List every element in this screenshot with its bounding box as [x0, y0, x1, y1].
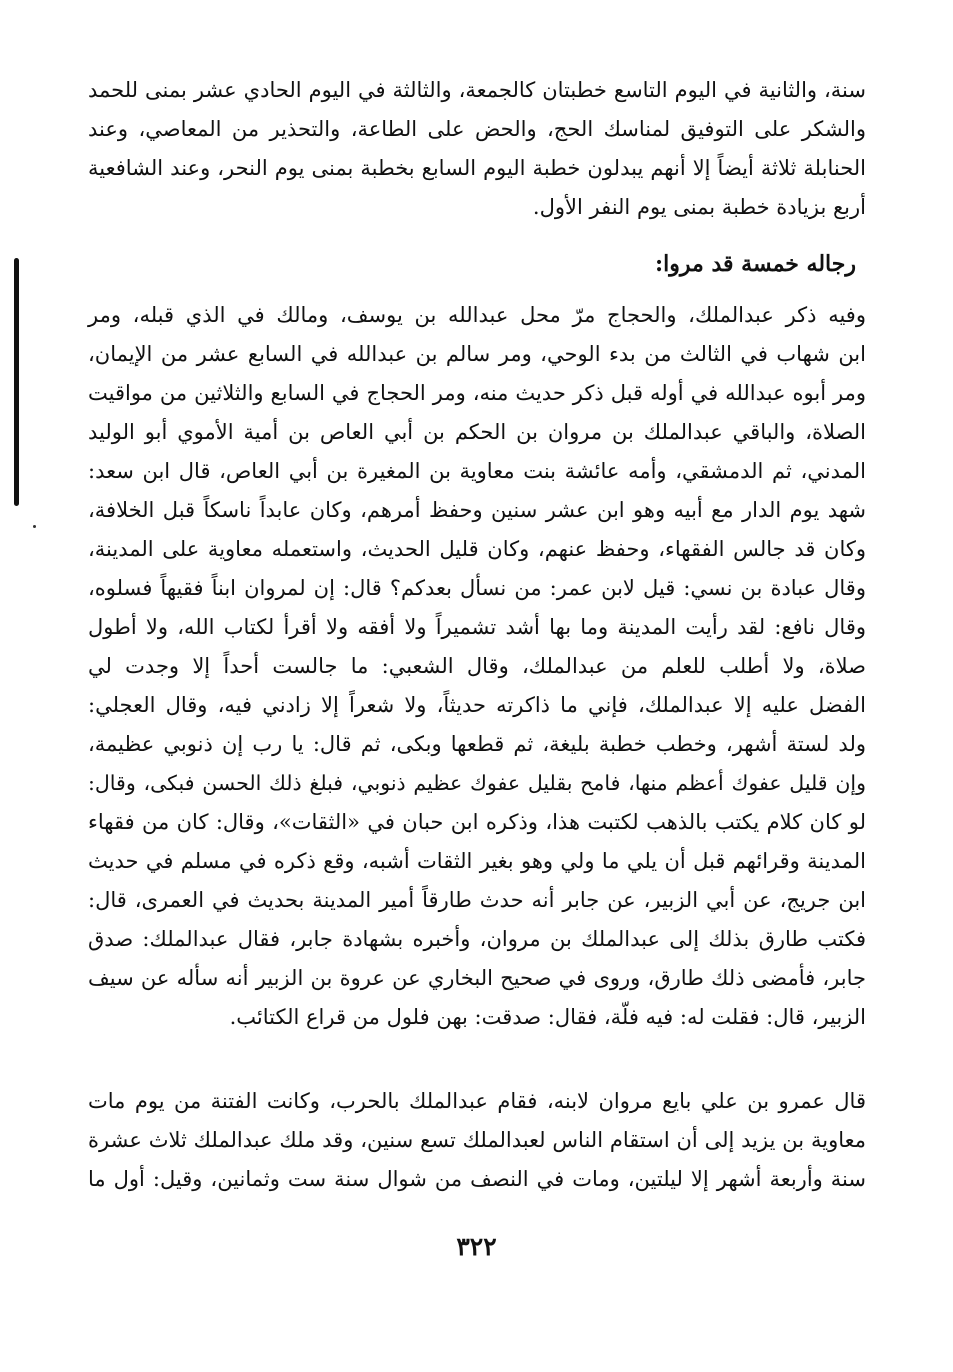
text-line: معاوية بن يزيد إلى أن استقام الناس لعبدالملك تسع سنين، وقد ملك عبدالملك ثلاث عشرة: [88, 1128, 866, 1152]
text-line: ابن جريج، عن أبي الزبير، عن جابر أنه حدث طارقاً أمير المدينة بحديث في العمرى، قال:: [88, 888, 866, 912]
text-line: لو كان كلام يكتب بالذهب لكتبت هذا، وذكره ابن حبان في «الثقات»، وقال: كان من فقهاء: [88, 810, 866, 834]
paragraph-2: [88, 296, 866, 1037]
paragraph-1: [88, 71, 866, 227]
text-line: الحنابلة ثلاثة أيضاً إلا أنهم يبدلون خطبة اليوم السابع بخطبة بمنى يوم النحر، وعند الشافعية: [88, 156, 866, 180]
text-line: وكان قد جالس الفقهاء، وحفظ عنهم، وكان قليل الحديث، واستعمله معاوية على المدينة،: [88, 537, 866, 561]
text-line: جابر، فأمضى ذلك طارق، وروى في صحيح البخاري عن عروة بن الزبير أنه سأله عن سيف: [88, 966, 866, 990]
text-line: الصلاة، والباقي عبدالملك بن مروان بن الحكم بن أبي العاص بن أمية الأموي أبو الوليد: [88, 420, 866, 444]
text-line: ولد لستة أشهر، وخطب خطبة بليغة، ثم قطعها وبكى، ثم قال: يا رب إن ذنوبي عظيمة،: [88, 732, 866, 756]
text-line: سنة وأربعة أشهر إلا ليلتين، ومات في النصف من شوال سنة ست وثمانين، وقيل: أول ما: [88, 1167, 866, 1191]
text-line: وقال نافع: لقد رأيت المدينة وما بها أشد تشميراً ولا أفقه ولا أقرأ لكتاب الله، ولا أطول: [88, 615, 866, 639]
text-line: ابن شهاب في الثالث من بدء الوحي، ومر سالم بن عبدالله في السابع عشر من الإيمان،: [88, 342, 866, 366]
text-line: الزبير، قال: فقلت له: فيه فلّة، فقال: صدقت: بهن فلول من قراع الكتائب.: [229, 1005, 866, 1029]
text-line: أربع بزيادة خطبة بمنى يوم النفر الأول.: [532, 195, 866, 219]
paragraph-3: [88, 1082, 866, 1199]
margin-dot: [33, 525, 36, 528]
page-number: ٣٢٢: [456, 1232, 497, 1261]
text-line: المدينة وقرائهم قبل أن يلي ما ولي وهو بغير الثقات أشبه، وقع ذكره في مسلم في حديث: [88, 849, 866, 873]
section-heading: رجاله خمسة قد مروا:: [655, 251, 856, 277]
text-line: وفيه ذكر عبدالملك، والحجاج مرّ محل عبدالله بن يوسف، ومالك في الذي قبله، ومر: [88, 303, 866, 327]
text-line: وإن قليل عفوك أعظم منها، فامح بقليل عفوك عظيم ذنوبي، فبلغ ذلك الحسن فبكى، وقال:: [88, 771, 866, 795]
text-line: فكتب طارق بذلك إلى عبدالملك بن مروان، وأخبره بشهادة جابر، فقال عبدالملك: صدق: [88, 927, 866, 951]
text-line: المدني، ثم الدمشقي، وأمه عائشة بنت معاوية بن المغيرة بن أبي العاص، قال ابن سعد:: [88, 459, 866, 483]
text-line: ومر أبوه عبدالله في أوله قبل ذكر حديث منه، ومر الحجاج في السابع والثلاثين من مواقيت: [88, 381, 866, 405]
text-line: صلاة، ولا أطلب للعلم من عبدالملك، وقال الشعبي: ما جالست أحداً إلا وجدت لي: [88, 654, 866, 678]
text-line: سنة، والثانية في اليوم التاسع خطبتان كالجمعة، والثالثة في اليوم الحادي عشر بمنى للحمد: [88, 78, 866, 102]
text-line: الفضل عليه إلا عبدالملك، فإني ما ذاكرته حديثاً، ولا شعراً إلا زادني فيه، وقال العجلي:: [88, 693, 866, 717]
text-line: والشكر على التوفيق لمناسك الحج، والحض على الطاعة، والتحذير من المعاصي، وعند: [88, 117, 866, 141]
text-line: وقال عبادة بن نسي: قيل لابن عمر: من نسأل بعدكم؟ قال: إن لمروان ابناً فقيهاً فسلوه،: [88, 576, 866, 600]
margin-scan-mark: [14, 258, 19, 506]
text-line: قال عمرو بن علي بايع مروان لابنه، فقام عبدالملك بالحرب، وكانت الفتنة من يوم مات: [88, 1089, 866, 1113]
text-line: شهد يوم الدار مع أبيه وهو ابن عشر سنين وحفظ أمرهم، وكان عابداً ناسكاً قبل الخلافة،: [88, 498, 866, 522]
